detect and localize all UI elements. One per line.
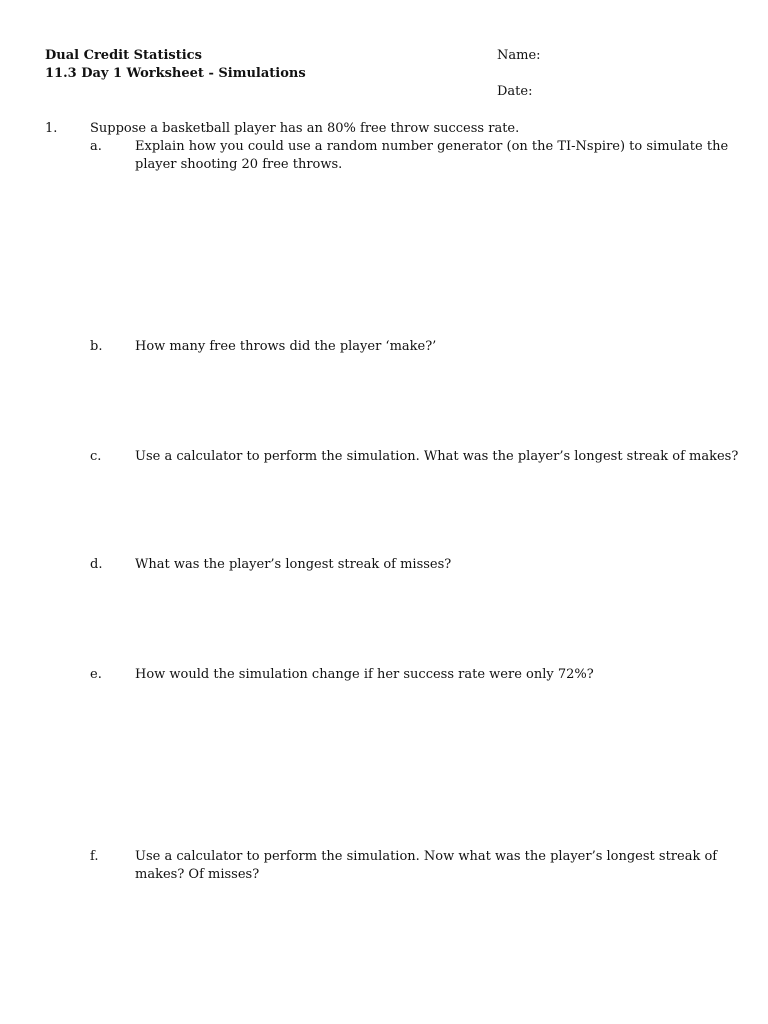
question-number: 1. [45, 121, 58, 136]
worksheet-title: 11.3 Day 1 Worksheet - Simulations [45, 66, 306, 81]
part-d-text: What was the player’s longest streak of misses? [135, 557, 452, 572]
part-d-letter: d. [90, 557, 103, 572]
part-b-text: How many free throws did the player ‘make?’ [135, 339, 437, 354]
course-title: Dual Credit Statistics [45, 48, 202, 63]
part-b-letter: b. [90, 339, 103, 354]
part-a-letter: a. [90, 139, 102, 154]
part-a-text-line1: Explain how you could use a random number generator (on the TI-Nspire) to simulate the [135, 139, 729, 154]
part-c-letter: c. [90, 449, 102, 464]
part-e-text: How would the simulation change if her success rate were only 72%? [135, 667, 594, 682]
question-stem: Suppose a basketball player has an 80% free throw success rate. [90, 121, 520, 136]
part-e-letter: e. [90, 667, 102, 682]
name-label: Name: [497, 48, 541, 63]
part-f-text-line2: makes? Of misses? [135, 867, 260, 882]
part-f-text-line1: Use a calculator to perform the simulation. Now what was the player’s longest streak of [135, 849, 718, 864]
date-label: Date: [497, 84, 533, 99]
part-c-text: Use a calculator to perform the simulation. What was the player’s longest streak of makes? [135, 449, 739, 464]
part-a-text-line2: player shooting 20 free throws. [135, 157, 343, 172]
part-f-letter: f. [90, 849, 99, 864]
